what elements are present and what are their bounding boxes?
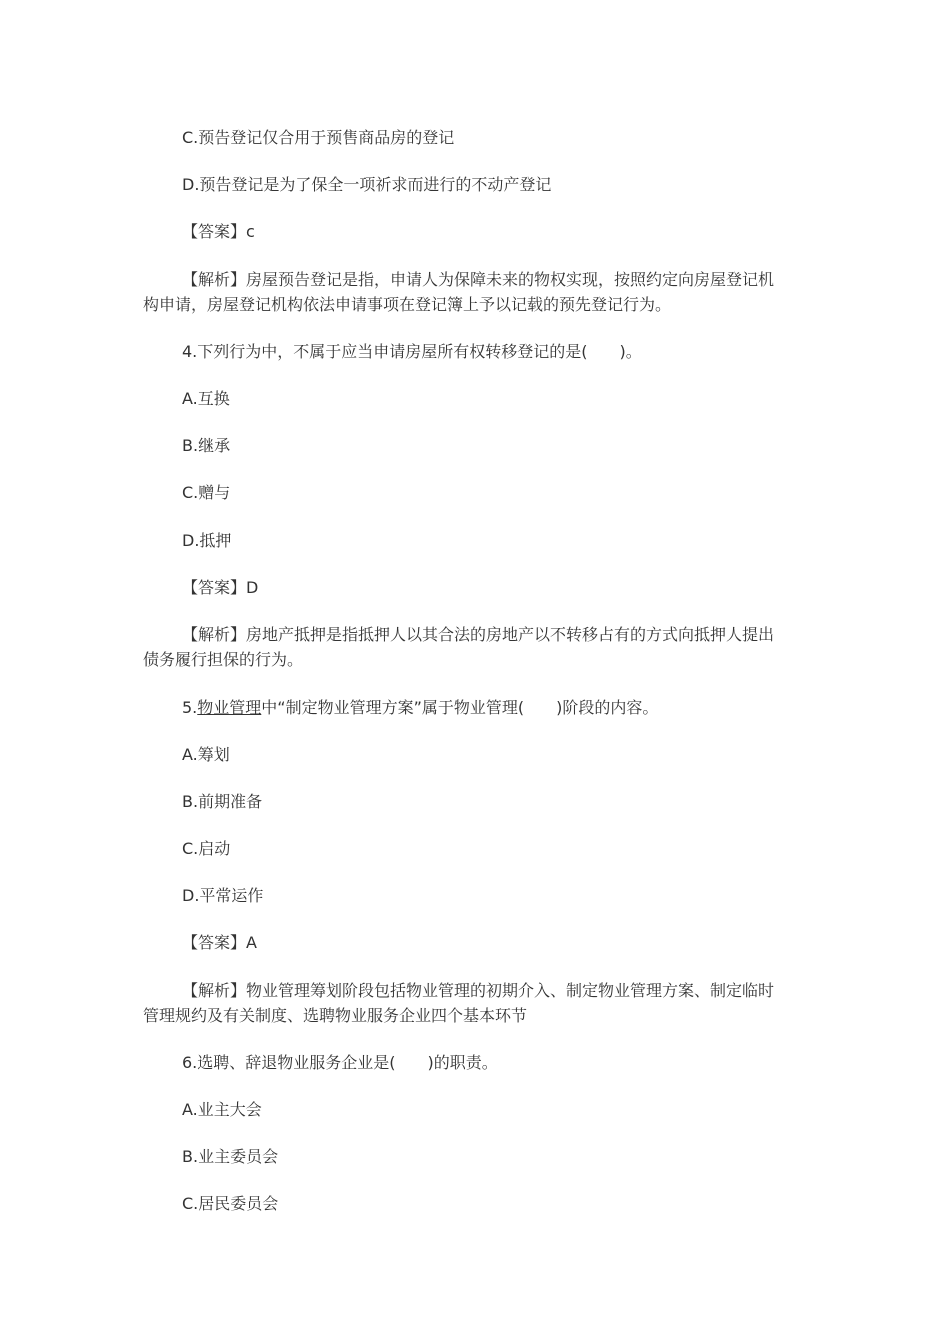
q5-analysis-line-1: 【解析】物业管理筹划阶段包括物业管理的初期介入、制定物业管理方案、制定临时 — [182, 981, 775, 1000]
q4-option-d: D.抵押 — [182, 531, 232, 550]
q3-option-d: D.预告登记是为了保全一项祈求而进行的不动产登记 — [182, 175, 552, 194]
q5-question-prefix: 5. — [182, 698, 198, 717]
q6-option-a: A.业主大会 — [182, 1100, 262, 1119]
q3-analysis-line-2: 构申请，房屋登记机构依法申请事项在登记簿上予以记载的预先登记行为。 — [143, 295, 672, 314]
q3-answer: 【答案】c — [182, 222, 255, 241]
q4-option-c: C.赠与 — [182, 483, 231, 502]
q5-option-d: D.平常运作 — [182, 886, 264, 905]
q5-question-suffix: 中“制定物业管理方案”属于物业管理( )阶段的内容。 — [261, 698, 659, 717]
q5-option-b: B.前期准备 — [182, 792, 263, 811]
q4-analysis-line-1: 【解析】房地产抵押是指抵押人以其合法的房地产以不转移占有的方式向抵押人提出 — [182, 625, 775, 644]
q4-analysis-line-2: 债务履行担保的行为。 — [143, 650, 304, 669]
q3-option-c: C.预告登记仅合用于预售商品房的登记 — [182, 128, 455, 147]
q4-answer: 【答案】D — [182, 578, 259, 597]
q5-option-c: C.启动 — [182, 839, 231, 858]
q5-answer: 【答案】A — [182, 933, 257, 952]
q6-option-b: B.业主委员会 — [182, 1147, 279, 1166]
q6-option-c: C.居民委员会 — [182, 1194, 279, 1213]
q4-option-a: A.互换 — [182, 389, 230, 408]
q4-question: 4.下列行为中，不属于应当申请房屋所有权转移登记的是( )。 — [182, 342, 642, 361]
q5-analysis-line-2: 管理规约及有关制度、选聘物业服务企业四个基本环节 — [143, 1006, 528, 1025]
q6-question: 6.选聘、辞退物业服务企业是( )的职责。 — [182, 1053, 498, 1072]
q5-question — [143, 696, 847, 720]
q4-option-b: B.继承 — [182, 436, 231, 455]
q3-analysis-line-1: 【解析】房屋预告登记是指，申请人为保障未来的物权实现，按照约定向房屋登记机 — [182, 270, 775, 289]
property-management-link[interactable]: 物业管理 — [197, 698, 262, 717]
q5-option-a: A.筹划 — [182, 745, 230, 764]
